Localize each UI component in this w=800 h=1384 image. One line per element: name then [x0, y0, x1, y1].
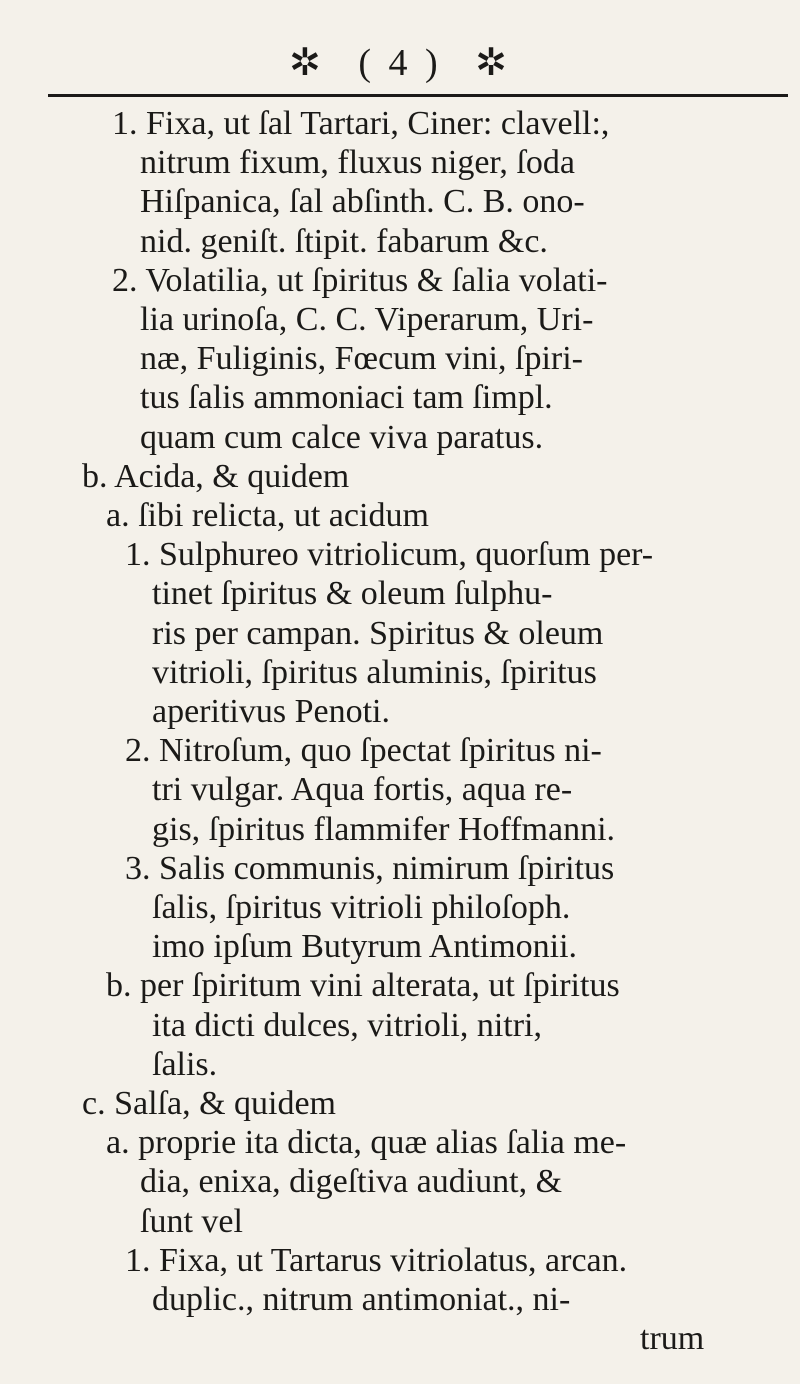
text-line: aperitivus Penoti. — [152, 693, 390, 730]
text-line: tus ſalis ammoniaci tam ſimpl. — [140, 379, 553, 417]
text-line: 2. Volatilia, ut ſpiritus & ſalia volati- — [112, 261, 608, 299]
text-line: ſalis. — [152, 1045, 218, 1083]
text-line: dia, enixa, digeſtiva audiunt, & — [140, 1163, 563, 1201]
text-line: tinet ſpiritus & oleum ſulphu- — [152, 575, 553, 613]
text-line: tri vulgar. Aqua fortis, aqua re- — [152, 771, 573, 809]
text-line: næ, Fuliginis, Fœcum vini, ſpiri- — [140, 340, 583, 378]
text-line: quam cum calce viva paratus. — [140, 418, 544, 456]
text-line: lia urinoſa, C. C. Viperarum, Uri- — [140, 301, 594, 338]
text-line: 1. Fixa, ut Tartarus vitriolatus, arcan. — [125, 1241, 628, 1279]
text-line: nitrum fixum, fluxus niger, ſoda — [140, 144, 575, 182]
text-line: a. ſibi relicta, ut acidum — [106, 497, 429, 534]
text-line: Hiſpanica, ſal abſinth. C. B. ono- — [140, 183, 585, 221]
text-line: duplic., nitrum antimoniat., ni- — [152, 1281, 571, 1318]
header-rule — [48, 94, 788, 97]
text-line: nid. geniſt. ſtipit. fabarum &c. — [140, 222, 548, 260]
text-line: a. proprie ita dicta, quæ alias ſalia me- — [106, 1124, 627, 1162]
text-line: ita dicti dulces, vitrioli, nitri, — [152, 1006, 542, 1044]
text-line: gis, ſpiritus flammifer Hoffmanni. — [152, 810, 616, 848]
text-line: 1. Sulphureo vitriolicum, quorſum per- — [125, 536, 654, 574]
text-line: ſunt vel — [140, 1202, 243, 1240]
text-line: imo ipſum Butyrum Antimonii. — [152, 928, 578, 966]
page-header — [0, 40, 800, 85]
text-line: 2. Nitroſum, quo ſpectat ſpiritus ni- — [125, 732, 602, 770]
text-line: trum — [640, 1320, 705, 1358]
text-line: c. Salſa, & quidem — [82, 1085, 337, 1122]
right-ornament-icon: ✲ — [475, 42, 511, 84]
text-line: 3. Salis communis, nimirum ſpiritus — [125, 849, 615, 887]
text-line: b. Acida, & quidem — [82, 457, 350, 495]
text-line: vitrioli, ſpiritus aluminis, ſpiritus — [152, 653, 597, 691]
text-line: 1. Fixa, ut ſal Tartari, Ciner: clavell:, — [112, 105, 610, 142]
page-number: ( 4 ) — [358, 42, 442, 84]
left-ornament-icon: ✲ — [289, 42, 325, 84]
text-line: ſalis, ſpiritus vitrioli philoſoph. — [152, 889, 571, 926]
text-line: ris per campan. Spiritus & oleum — [152, 614, 604, 652]
text-line: b. per ſpiritum vini alterata, ut ſpiritus — [106, 967, 620, 1005]
